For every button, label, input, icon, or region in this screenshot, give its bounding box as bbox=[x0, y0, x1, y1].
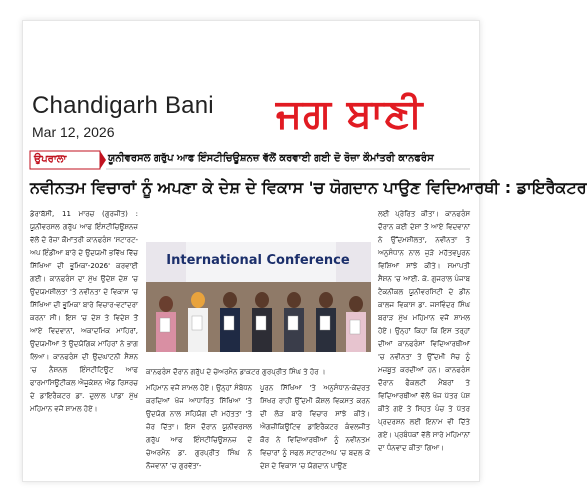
kicker-row bbox=[30, 150, 470, 174]
kicker-label: ਉਪਰਾਲਾ bbox=[34, 154, 67, 165]
article-column-2: ਮਹਿਮਾਨ ਵਜੋਂ ਸ਼ਾਮਲ ਹੋਏ। ਉਨ੍ਹਾਂ ਸੰਬੋਧਨ ਕਰਦਿਆਂ ਖੋਜ ਆਧਾਰਿਤ ਸਿੱਖਿਆ 'ਤੇ ਉਦਯੋਗ ਨਾਲ ਸਹਿਯੋਗ ਦੀ ਮਹੱਤਤਾ 'ਤੇ ਜ਼ੋਰ ਦਿੱਤਾ। ਇਸ ਦੌਰਾਨ ਯੂਨੀਵਰਸਲ ਗਰੁੱਪ ਆਫ ਇੰਸਟੀਚਿਊਸ਼ਨਜ਼ ਦੇ ਚੇਅਰਮੈਨ ਡਾ. ਗੁਰਪ੍ਰੀਤ ਸਿੰਘ ਨੇ ਨੌਜਵਾਨਾਂ 'ਚ ਗੁਰਵੱਤਾ- bbox=[146, 384, 252, 470]
newspaper-logo: ਜਗ ਬਾਣੀ bbox=[276, 90, 424, 137]
article-column-4: ਲਈ ਪ੍ਰੇਰਿਤ ਕੀਤਾ। ਕਾਨਫਰੰਸ ਦੌਰਾਨ ਕਈ ਦੇਸ਼ਾਂ ਤੋਂ ਆਏ ਵਿਦਵਾਨਾਂ ਨੇ ਉੱਦਮਸ਼ੀਲਤਾ, ਨਵੀਨਤਾ ਤੇ ਅਨੁਸੰਧਾਨ ਨਾਲ ਜੁੜੇ ਮਹੱਤਵਪੂਰਨ ਵਿਸ਼ਿਆਂ ਸਾਂਝੇ ਕੀਤੇ। ਸਮਾਪਤੀ ਸੈਸ਼ਨ 'ਚ ਆਈ. ਕੇ. ਗੁਜਰਾਲ ਪੰਜਾਬ ਟੈਕਨੀਕਲ ਯੂਨੀਵਰਸਿਟੀ ਦੇ ਡੀਨ ਕਾਲਜ ਵਿਕਾਸ ਡਾ. ਜਸਵਿੰਦਰ ਸਿੰਘ ਬਰਾੜ ਮੁੱਖ ਮਹਿਮਾਨ ਵਜੋਂ ਸ਼ਾਮਲ ਹੋਏ। ਉਨ੍ਹਾਂ ਕਿਹਾ ਕਿ ਇਸ ਤਰ੍ਹਾਂ ਦੀਆਂ ਕਾਨਫਰੰਸਾਂ ਵਿਦਿਆਰਥੀਆਂ 'ਚ ਨਵੀਨਤਾ ਤੇ ਉੱਦਮੀ ਸੋਚ ਨੂੰ ਮਜ਼ਬੂਤ ਕਰਦੀਆਂ ਹਨ। ਕਾਨਫਰੰਸ ਦੌਰਾਨ ਫੈਕਲਟੀ ਮੈਂਬਰਾਂ ਤੇ ਵਿਦਿਆਰਥੀਆਂ ਵੱਲੋਂ ਖੋਜ ਪੱਤਰ ਪੇਸ਼ ਕੀਤੇ ਗਏ ਤੇ ਸਿਹਤ ਪੰਚ ਤੇ ਪੱਤਰ ਪ੍ਰਦਰਸ਼ਨ ਲਈ ਇਨਾਮ ਵੀ ਦਿੱਤੇ ਗਏ। ਪ੍ਰਬੰਧਕਾਂ ਵੱਲੋਂ ਸਾਰੇ ਮਹਿਮਾਨਾਂ ਦਾ ਧੰਨਵਾਦ ਕੀਤਾ ਗਿਆ। bbox=[378, 210, 470, 452]
publication-name: Chandigarh Bani bbox=[32, 92, 214, 119]
article-column-1: ਡੇਰਾਬੱਸੀ, 11 ਮਾਰਚ (ਗੁਰਜੀਤ) : ਯੂਨੀਵਰਸਲ ਗਰੁੱਪ ਆਫ ਇੰਸਟੀਚਿਊਸ਼ਨਜ਼ ਵੱਲੋਂ ਦੋ ਰੋਜ਼ਾ ਕੌਮਾਂਤਰੀ ਕਾਨਫਰੰਸ 'ਸਟਾਰਟ-ਅਪ ਇੰਡੀਆ ਬਾਰੇ ਦੇ ਉਦਯਮੀ ਭਵਿੱਖ ਵਿੱਚ ਸਿੱਖਿਆ ਦੀ ਭੂਮਿਕਾ-2026' ਕਰਵਾਈ ਗਈ। ਕਾਨਫਰੰਸ ਦਾ ਮੁੱਖ ਉਦੇਸ਼ ਦੇਸ਼ 'ਚ ਉਦਯਮਸ਼ੀਲਤਾ 'ਤੇ ਨਵੀਨਤਾ ਦੇ ਵਿਕਾਸ 'ਚ ਸਿੱਖਿਆ ਦੀ ਭੂਮਿਕਾ ਬਾਰੇ ਵਿਚਾਰ-ਵਟਾਂਦਰਾ ਕਰਨਾ ਸੀ। ਇਸ 'ਚ ਦੇਸ਼ ਤੇ ਵਿਦੇਸ਼ ਤੋਂ ਆਏ ਵਿਦਵਾਨਾਂ, ਅਕਾਦਮਿਕ ਮਾਹਿਰਾਂ, ਉਦਯਮੀਆਂ ਤੇ ਉਦਯੋਗਿਕ ਮਾਹਿਰਾਂ ਨੇ ਭਾਗ ਲਿਆ। ਕਾਨਫਰੰਸ ਦੀ ਉਦਘਾਟਨੀ ਸੈਸ਼ਨ 'ਚ ਨੈਸ਼ਨਲ ਇੰਸਟੀਟਿਊਟ ਆਫ ਫਾਰਮਾਸਿਊਟੀਕਲ ਐਜੂਕੇਸ਼ਨ ਐਂਡ ਰਿਸਰਚ ਦੇ ਡਾਇਰੈਕਟਰ ਡਾ. ਦੁਲਾਲ ਪਾਂਡਾ ਮੁੱਖ ਮਹਿਮਾਨ ਵਜੋਂ ਸ਼ਾਮਲ ਹੋਏ। bbox=[30, 210, 138, 413]
event-photo bbox=[146, 242, 371, 352]
kicker-subhead: ਯੂਨੀਵਰਸਲ ਗਰੁੱਪ ਆਫ ਇੰਸਟੀਚਿਊਸ਼ਨਜ਼ ਵੱਲੋਂ ਕਰਵਾਈ ਗਈ ਦੋ ਰੋਜ਼ਾ ਕੌਮਾਂਤਰੀ ਕਾਨਫਰੰਸ bbox=[108, 153, 434, 164]
news-clipping bbox=[30, 150, 587, 470]
article-column-3: ਪੂਰਨ ਸਿੱਖਿਆ 'ਤੇ ਅਨੁਸੰਧਾਨ-ਕੇਂਦਰਤ ਸਿਖਰ ਰਾਹੀਂ ਉੱਦਮੀ ਕੌਸ਼ਲ ਵਿਕਸਤ ਕਰਨ ਦੀ ਲੋੜ ਬਾਰੇ ਵਿਚਾਰ ਸਾਂਝੇ ਕੀਤੇ। ਐਗਜ਼ੀਕਿਊਟਿਵ ਡਾਇਰੈਕਟਰ ਕੰਵਲਜੀਤ ਕੌਰ ਨੇ ਵਿਦਿਆਰਥੀਆਂ ਨੂੰ ਨਵੀਨਤਮ ਵਿਚਾਰਾਂ ਨੂੰ ਸਫਲ ਸਟਾਰਟਅਪ 'ਚ ਬਦਲ ਕੇ ਦੇਸ਼ ਦੇ ਵਿਕਾਸ 'ਚ ਯੋਗਦਾਨ ਪਾਉਣ bbox=[260, 384, 370, 470]
photo-banner-text: International Conference bbox=[166, 253, 350, 268]
headline: ਨਵੀਨਤਮ ਵਿਚਾਰਾਂ ਨੂੰ ਅਪਣਾ ਕੇ ਦੇਸ਼ ਦੇ ਵਿਕਾਸ 'ਚ ਯੋਗਦਾਨ ਪਾਉਣ ਵਿਦਿਆਰਥੀ : ਡਾਇਰੈਕਟਰ bbox=[30, 178, 587, 197]
publication-date: Mar 12, 2026 bbox=[32, 124, 115, 140]
photo-caption: ਕਾਨਫਰੰਸ ਦੌਰਾਨ ਗਰੁੱਪ ਦੇ ਚੇਅਰਮੈਨ ਡਾਕਟਰ ਗੁਰਪ੍ਰੀਤ ਸਿੰਘ ਤੇ ਹੋਰ । bbox=[146, 368, 326, 376]
